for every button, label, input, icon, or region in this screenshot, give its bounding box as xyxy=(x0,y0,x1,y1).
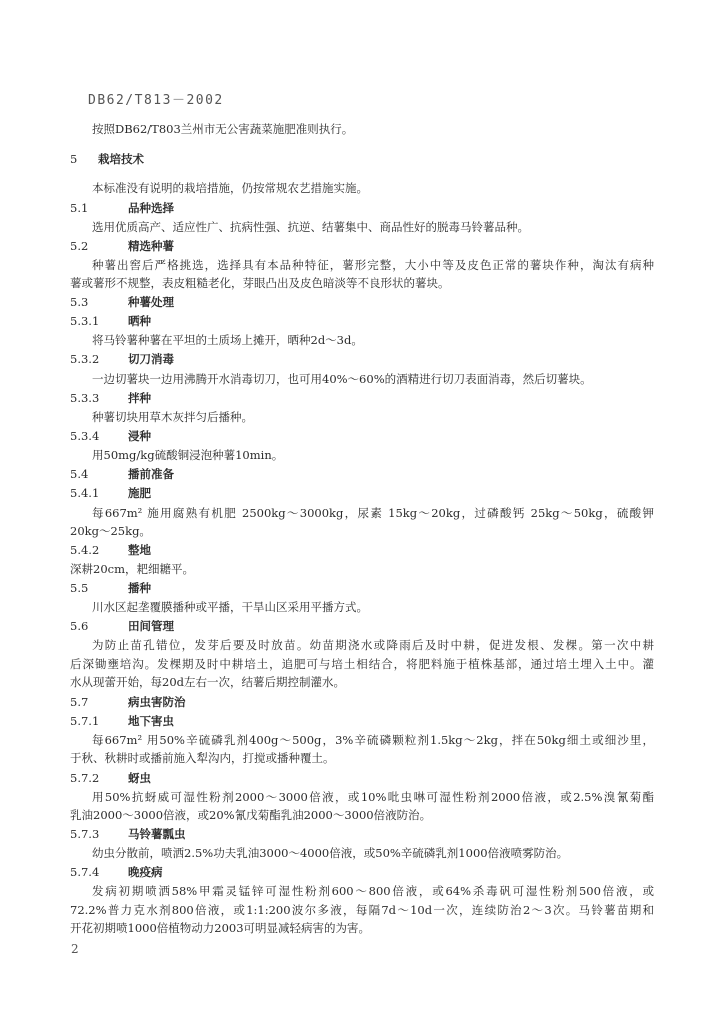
section-title: 播种 xyxy=(128,581,151,595)
paragraph-line: 种薯切块用草木灰拌匀后播种。 xyxy=(92,410,253,424)
section-title: 精选种薯 xyxy=(128,239,174,253)
paragraph-line: 幼虫分散前，喷洒2.5%功夫乳油3000～4000倍液，或50%辛硫磷乳剂1000倍液喷雾防治。 xyxy=(92,846,569,860)
section-number: 5.4.2 xyxy=(70,543,100,557)
section-heading xyxy=(70,485,151,501)
section-heading xyxy=(70,713,174,729)
section-number: 5.4 xyxy=(70,467,89,481)
section-heading xyxy=(70,294,174,310)
paragraph-line: 后深锄壅培沟。发棵期及时中耕培土，追肥可与培土相结合，将肥料施于植株基部，通过培土埋入土中。灌 xyxy=(70,657,654,671)
paragraph-line: 于秋、秋耕时或播前施入犁沟内，打搅或播种覆土。 xyxy=(70,751,335,765)
section-title: 品种选择 xyxy=(128,201,174,215)
section-title: 地下害虫 xyxy=(128,714,174,728)
section-title: 晒种 xyxy=(128,314,151,328)
paragraph-line: 每667m² 用50%辛硫磷乳剂400g～500g，3%辛硫磷颗粒剂1.5kg～2kg，拌在50kg细土或细沙里， xyxy=(92,733,654,747)
section-number: 5.7.2 xyxy=(70,771,100,785)
section-heading xyxy=(70,580,151,596)
section-heading xyxy=(70,694,186,710)
paragraph-line: 用50%抗蚜威可湿性粉剂2000～3000倍液，或10%吡虫啉可湿性粉剂2000倍液，或2.5%溴氰菊酯 xyxy=(92,790,654,804)
section-title: 晚疫病 xyxy=(128,865,163,879)
section-title: 拌种 xyxy=(128,391,151,405)
section-heading xyxy=(70,238,174,254)
section-heading xyxy=(70,826,186,842)
section-number: 5.4.1 xyxy=(70,486,100,500)
section-title: 蚜虫 xyxy=(128,771,151,785)
section-number: 5.6 xyxy=(70,619,89,633)
paragraph-line: 一边切薯块一边用沸腾开水消毒切刀，也可用40%～60%的酒精进行切刀表面消毒，然后切薯块。 xyxy=(92,372,592,386)
section-number: 5.3 xyxy=(70,295,89,309)
section-number: 5.7.4 xyxy=(70,865,100,879)
section-heading xyxy=(70,864,163,880)
paragraph-line: 为防止苗孔错位，发芽后要及时放苗。幼苗期浇水或降雨后及时中耕，促进发根、发棵。第一次中耕 xyxy=(92,638,654,652)
page-number: 2 xyxy=(71,942,79,956)
section-title: 切刀消毒 xyxy=(128,352,174,366)
section-number: 5.2 xyxy=(70,239,89,253)
paragraph-line: 将马铃薯种薯在平坦的土质场上摊开，晒种2d～3d。 xyxy=(92,333,363,347)
paragraph-line: 每667m² 施用腐熟有机肥 2500kg～3000kg，尿素 15kg～20kg，过磷酸钙 25kg～50kg，硫酸钾 xyxy=(92,506,654,520)
section-title: 种薯处理 xyxy=(128,295,174,309)
section-number: 5.7 xyxy=(70,695,89,709)
section-title: 马铃薯瓢虫 xyxy=(128,827,186,841)
section-heading xyxy=(70,200,174,216)
section-heading xyxy=(70,313,151,329)
paragraph-line: 20kg～25kg。 xyxy=(70,524,151,538)
section-heading xyxy=(70,351,174,367)
paragraph-line: 72.2%普力克水剂800倍液，或1:1:200波尔多液，每隔7d～10d一次，连续防治2～3次。马铃薯苗期和 xyxy=(70,903,654,917)
section-title: 施肥 xyxy=(128,486,151,500)
section-number: 5.3.1 xyxy=(70,314,100,328)
section-title: 浸种 xyxy=(128,429,151,443)
section-number: 5.3.4 xyxy=(70,429,100,443)
section-number: 5.7.3 xyxy=(70,827,100,841)
section-number: 5.3.3 xyxy=(70,391,100,405)
paragraph-line: 深耕20cm，耙细耱平。 xyxy=(70,562,194,576)
paragraph-line: 川水区起垄覆膜播种或平播，干旱山区采用平播方式。 xyxy=(92,600,368,614)
paragraph-line: 用50mg/kg硫酸铜浸泡种薯10min。 xyxy=(92,448,284,462)
section-heading xyxy=(70,466,174,482)
paragraph-line: 水从现蕾开始，每20d左右一次，结薯后期控制灌水。 xyxy=(70,675,345,689)
section-heading xyxy=(70,390,151,406)
paragraph-line: 本标准没有说明的栽培措施，仍按常规农艺措施实施。 xyxy=(92,181,368,195)
section-number: 5.7.1 xyxy=(70,714,100,728)
paragraph-line: 开花初期喷1000倍植物动力2003可明显减轻病害的为害。 xyxy=(70,921,371,935)
section-title: 栽培技术 xyxy=(98,152,144,166)
section-title: 田间管理 xyxy=(128,619,174,633)
section-heading xyxy=(70,618,174,634)
paragraph-line: 种薯出窖后严格挑选，选择具有本品种特征，薯形完整，大小中等及皮色正常的薯块作种，淘汰有病种 xyxy=(92,258,654,272)
paragraph-line: 选用优质高产、适应性广、抗病性强、抗逆、结薯集中、商品性好的脱毒马铃薯品种。 xyxy=(92,220,529,234)
paragraph-line: 乳油2000～3000倍液，或20%氰戊菊酯乳油2000～3000倍液防治。 xyxy=(70,808,432,822)
section-number: 5.3.2 xyxy=(70,352,100,366)
doc-code-header: DB62/T813－2002 xyxy=(88,93,224,108)
section-title: 整地 xyxy=(128,543,151,557)
section-number: 5.1 xyxy=(70,201,89,215)
section-number: 5 xyxy=(70,152,78,166)
section-heading xyxy=(70,151,144,167)
paragraph-line: 薯或薯形不规整，表皮粗糙老化，芽眼凸出及皮色暗淡等不良形状的薯块。 xyxy=(70,276,450,290)
section-heading xyxy=(70,542,151,558)
paragraph-line: 发病初期喷洒58%甲霜灵锰锌可湿性粉剂600～800倍液，或64%杀毒矾可湿性粉剂500倍液，或 xyxy=(92,884,654,898)
section-title: 病虫害防治 xyxy=(128,695,186,709)
section-heading xyxy=(70,428,151,444)
paragraph-line: 按照DB62/T803兰州市无公害蔬菜施肥准则执行。 xyxy=(92,122,354,136)
section-title: 播前准备 xyxy=(128,467,174,481)
section-number: 5.5 xyxy=(70,581,89,595)
section-heading xyxy=(70,770,151,786)
